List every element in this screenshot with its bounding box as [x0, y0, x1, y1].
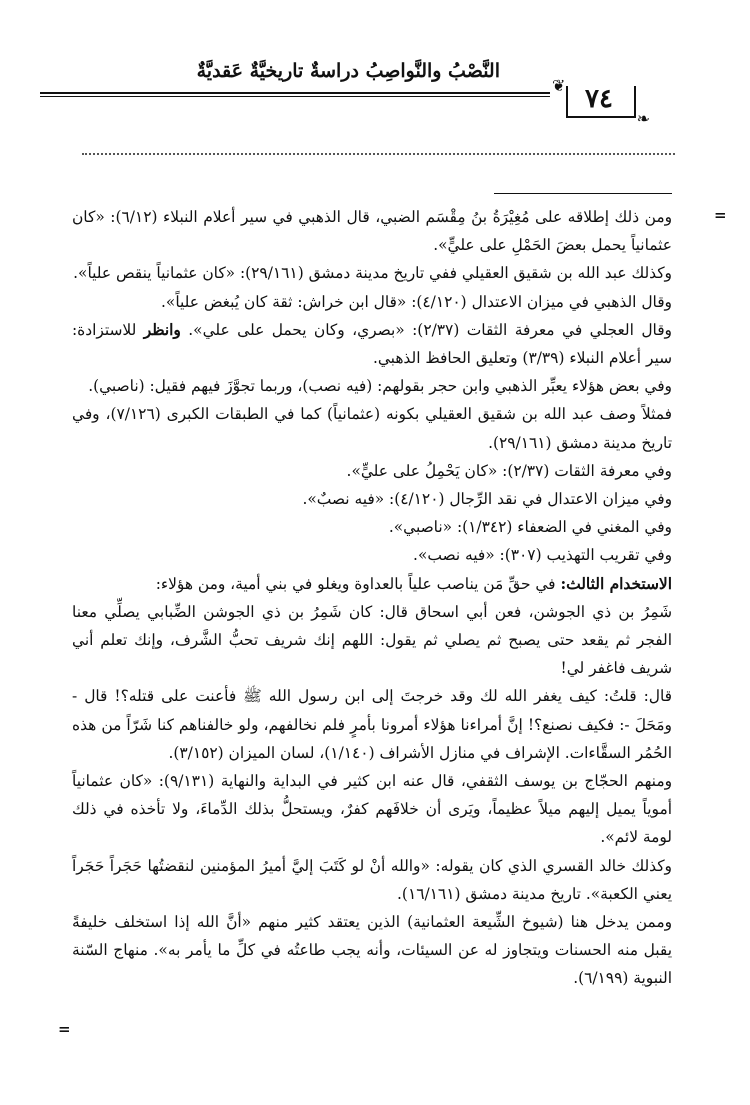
- paragraph-text: للاستزادة: سير أعلام النبلاء (٣/٣٩) وتعليق الحافظ الذهبي.: [72, 320, 672, 368]
- bold-term: الاستخدام الثالث:: [560, 574, 672, 593]
- paragraph-text: وفي المغني في الضعفاء (١/٣٤٢): «ناصبي».: [388, 518, 672, 537]
- paragraph-text: وممن يدخل هنا (شيوخ الشِّيعة العثمانية) الذين يعتقد كثير منهم «أنَّ الله إذا استخلف خليفةً يقبل منه الحسنات ويتجاوز له عن السيئات، وأنه يجب طاعتُه في كلِّ ما يأمر به». منهاج السّنة النبوية (٦/١٩٩).: [72, 913, 672, 988]
- running-title: النَّصْبُ والنَّواصِبُ دراسةٌ تاريخيَّةٌ عَقديَّةٌ: [196, 60, 500, 82]
- footnote-separator: [494, 193, 672, 194]
- paragraph-text: وفي معرفة الثقات (٢/٣٧): «كان يَحْمِلُ على عليٍّ».: [346, 461, 672, 480]
- footnote-paragraph: [72, 682, 672, 767]
- paragraph-text: وفي ميزان الاعتدال في نقد الرِّجال (٤/١٢٠): «فيه نصبٌ».: [302, 490, 672, 509]
- ornament-icon: ❧: [636, 109, 650, 128]
- paragraph-text: وفي تقريب التهذيب (٣٠٧): «فيه نصب».: [413, 546, 672, 565]
- paragraph-text: وقال الذهبي في ميزان الاعتدال (٤/١٢٠): «قال ابن خراش: ثقة كان يُبغض علياً».: [161, 292, 672, 311]
- footnote-paragraph: [72, 570, 672, 598]
- footnote-paragraph: [72, 288, 672, 316]
- page-header: [40, 52, 710, 132]
- footnote-paragraph: [72, 316, 672, 372]
- footnote-paragraph: [72, 852, 672, 908]
- footnote-text: [72, 203, 672, 993]
- page-number-frame: [552, 76, 650, 128]
- header-rule-thin: [40, 96, 550, 97]
- dotted-separator: [82, 153, 675, 155]
- paragraph-text: في حقِّ مَن يناصب علياً بالعداوة ويغلو في بني أمية، ومن هؤلاء:: [155, 574, 561, 593]
- paragraph-text: ومن ذلك إطلاقه على مُغِيْرَةُ بنُ مِقْسَم الضبي، قال الذهبي في سير أعلام النبلاء (٦/١٢): «كان عثمانياً يحمل بعضَ الحَمْلِ على عليٍّ».: [72, 208, 672, 255]
- paragraph-text: وكذلك خالد القسري الذي كان يقوله: «والله أنْ لو كَتَبَ إليَّ أميرُ المؤمنين لنقضتُها حَجَراً حَجَراً يعني الكعبة». تاريخ مدينة دمشق (١٦/١٦١).: [72, 856, 672, 903]
- footnote-paragraph: [72, 541, 672, 569]
- page-number: ٧٤: [585, 84, 613, 114]
- paragraph-text: قال: قلتُ: كيف يغفر الله لك وقد خرجتَ إلى ابن رسول الله ﷺ فأعنت على قتله؟! قال - ومَحَلَ -: فكيف نصنع؟! إنَّ أمراءنا هؤلاء أمرونا بأمرٍ فلم نخالفهم، ولو خالفناهم كنا شَرّاً من هذه الحُمُر السقَّاءات. الإشراف في منازل الأشراف (١/١٤٠)، لسان الميزان (٣/١٥٢).: [72, 687, 672, 762]
- footnote-paragraph: [72, 908, 672, 993]
- header-rule: [40, 92, 550, 94]
- footnote-paragraph: [72, 767, 672, 852]
- bold-term: وانظر: [143, 320, 181, 339]
- ornament-icon: ❦: [552, 76, 566, 95]
- footnote-paragraph: [72, 259, 672, 287]
- paragraph-text: فمثلاً وصف عبد الله بن شقيق العقيلي بكونه (عثمانياً) كما في الطبقات الكبرى (٧/١٢٦)، وفي تاريخ مدينة دمشق (٢٩/١٦١).: [72, 405, 672, 452]
- footnote-paragraph: [72, 513, 672, 541]
- footnote-paragraph: [72, 400, 672, 456]
- footnote-paragraph: [72, 598, 672, 683]
- continuation-mark-top: =: [714, 206, 727, 224]
- paragraph-text: وقال العجلي في معرفة الثقات (٢/٣٧): «بصري، وكان يحمل على علي».: [180, 320, 672, 339]
- footnote-paragraph: [72, 485, 672, 513]
- continuation-mark-bottom: =: [58, 1020, 71, 1038]
- footnote-paragraph: [72, 203, 672, 259]
- paragraph-text: وكذلك عبد الله بن شقيق العقيلي ففي تاريخ مدينة دمشق (٢٩/١٦١): «كان عثمانياً ينقص علياً».: [73, 264, 672, 283]
- paragraph-text: وفي بعض هؤلاء يعبِّر الذهبي وابن حجر بقولهم: (فيه نصب)، وربما تجوَّزَ فيهم فقيل: (ناصبي).: [88, 377, 672, 396]
- paragraph-text: ومنهم الحجّاج بن يوسف الثقفي، قال عنه ابن كثير في البداية والنهاية (٩/١٣١): «كان عثمانياً أموياً يميل إليهم ميلاً عظيماً، ويَرى أن خلافَهم كفرٌ، ويستحلُّ بذلك الدِّماءَ، ولا تأخذه في ذلك لومة لائم».: [72, 772, 672, 847]
- paragraph-text: شَمِرُ بن ذي الجوشن، فعن أبي اسحاق قال: كان شَمِرُ بن ذي الجوشن الضِّبابي يصلِّي معنا الفجر ثم يقعد حتى يصبح ثم يصلي ثم يقول: اللهم إنك شريف تحبُّ الشَّرف، وإنك تعلم أني شريف فاغفر لي!: [72, 602, 672, 678]
- footnote-paragraph: [72, 372, 672, 400]
- footnote-paragraph: [72, 457, 672, 485]
